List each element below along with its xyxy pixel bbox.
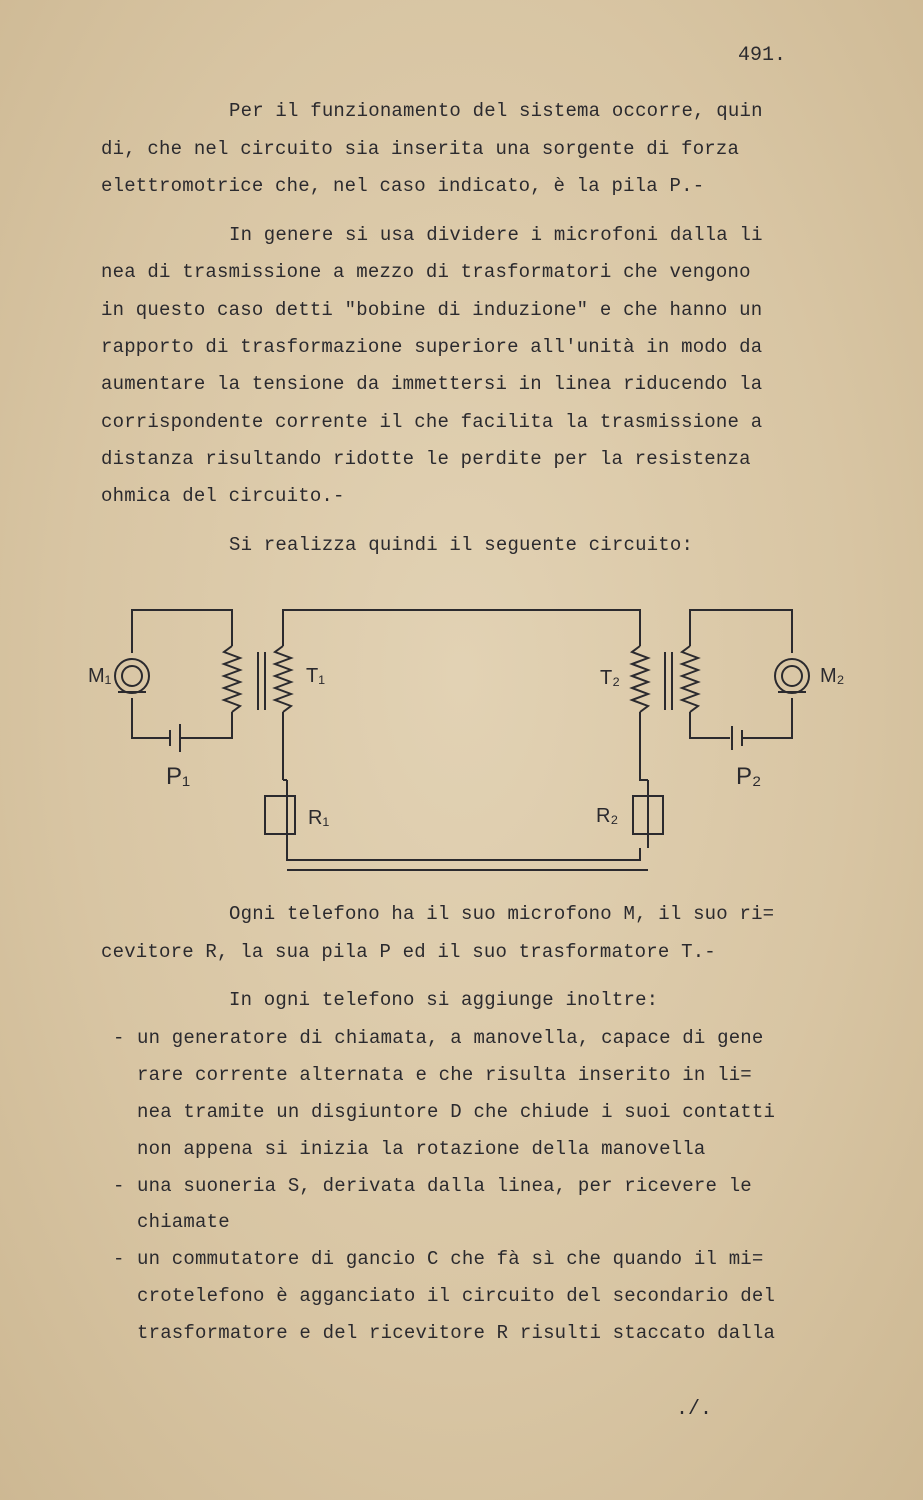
receiver-r1-symbol xyxy=(265,796,295,834)
text-line: di, che nel circuito sia inserita una sorgente di forza xyxy=(101,138,740,160)
text-line: ohmica del circuito.- xyxy=(101,485,345,507)
list-item-line: trasformatore e del ricevitore R risulti staccato dalla xyxy=(137,1322,776,1344)
secondary-coil-t2 xyxy=(632,646,648,712)
text-line: In genere si usa dividere i microfoni dalla li xyxy=(229,224,763,246)
list-item-line: una suoneria S, derivata dalla linea, per ricevere le xyxy=(137,1175,752,1197)
text-line: elettromotrice che, nel caso indicato, è la pila P.- xyxy=(101,175,705,197)
page-number: 491. xyxy=(738,44,787,67)
continuation-mark: ./. xyxy=(676,1398,713,1421)
list-bullet: - xyxy=(113,1175,125,1197)
list-bullet: - xyxy=(113,1027,125,1049)
list-item-line: crotelefono è agganciato il circuito del secondario del xyxy=(137,1285,776,1307)
label-r1: R₁ xyxy=(308,807,330,829)
text-line: Per il funzionamento del sistema occorre, quin xyxy=(229,100,763,122)
text-line: Si realizza quindi il seguente circuito: xyxy=(229,534,694,556)
microphone-m2-symbol xyxy=(775,659,809,693)
label-p2: P₂ xyxy=(736,763,762,790)
label-t2: T₂ xyxy=(600,667,620,689)
list-item-line: un commutatore di gancio C che fà sì che quando il mi= xyxy=(137,1248,764,1270)
list-bullet: - xyxy=(113,1248,125,1270)
primary-coil-t1 xyxy=(224,646,240,712)
label-p1: P₁ xyxy=(166,763,191,790)
text-line: aumentare la tensione da immettersi in linea riducendo la xyxy=(101,373,763,395)
label-m2: M₂ xyxy=(820,665,845,687)
label-m1: M₁ xyxy=(88,665,112,687)
text-line: corrispondente corrente il che facilita la trasmissione a xyxy=(101,411,763,433)
circuit-diagram xyxy=(80,598,845,883)
text-line: cevitore R, la sua pila P ed il suo trasformatore T.- xyxy=(101,941,716,963)
list-item-line: nea tramite un disgiuntore D che chiude i suoi contatti xyxy=(137,1101,776,1123)
primary-coil-t2 xyxy=(682,646,698,712)
text-line: rapporto di trasformazione superiore all'unità in modo da xyxy=(101,336,763,358)
list-item-line: non appena si inizia la rotazione della manovella xyxy=(137,1138,706,1160)
microphone-m1-symbol xyxy=(115,659,149,693)
label-r2: R₂ xyxy=(596,805,619,827)
list-item-line: rare corrente alternata e che risulta inserito in li= xyxy=(137,1064,752,1086)
text-line: distanza risultando ridotte le perdite per la resistenza xyxy=(101,448,751,470)
text-line: nea di trasmissione a mezzo di trasformatori che vengono xyxy=(101,261,751,283)
label-t1: T₁ xyxy=(306,665,325,687)
list-item-line: un generatore di chiamata, a manovella, capace di gene xyxy=(137,1027,764,1049)
text-line: Ogni telefono ha il suo microfono M, il suo ri= xyxy=(229,903,775,925)
text-line: In ogni telefono si aggiunge inoltre: xyxy=(229,989,659,1011)
secondary-coil-t1 xyxy=(275,646,291,712)
text-line: in questo caso detti "bobine di induzione" e che hanno un xyxy=(101,299,763,321)
list-item-line: chiamate xyxy=(137,1211,230,1233)
